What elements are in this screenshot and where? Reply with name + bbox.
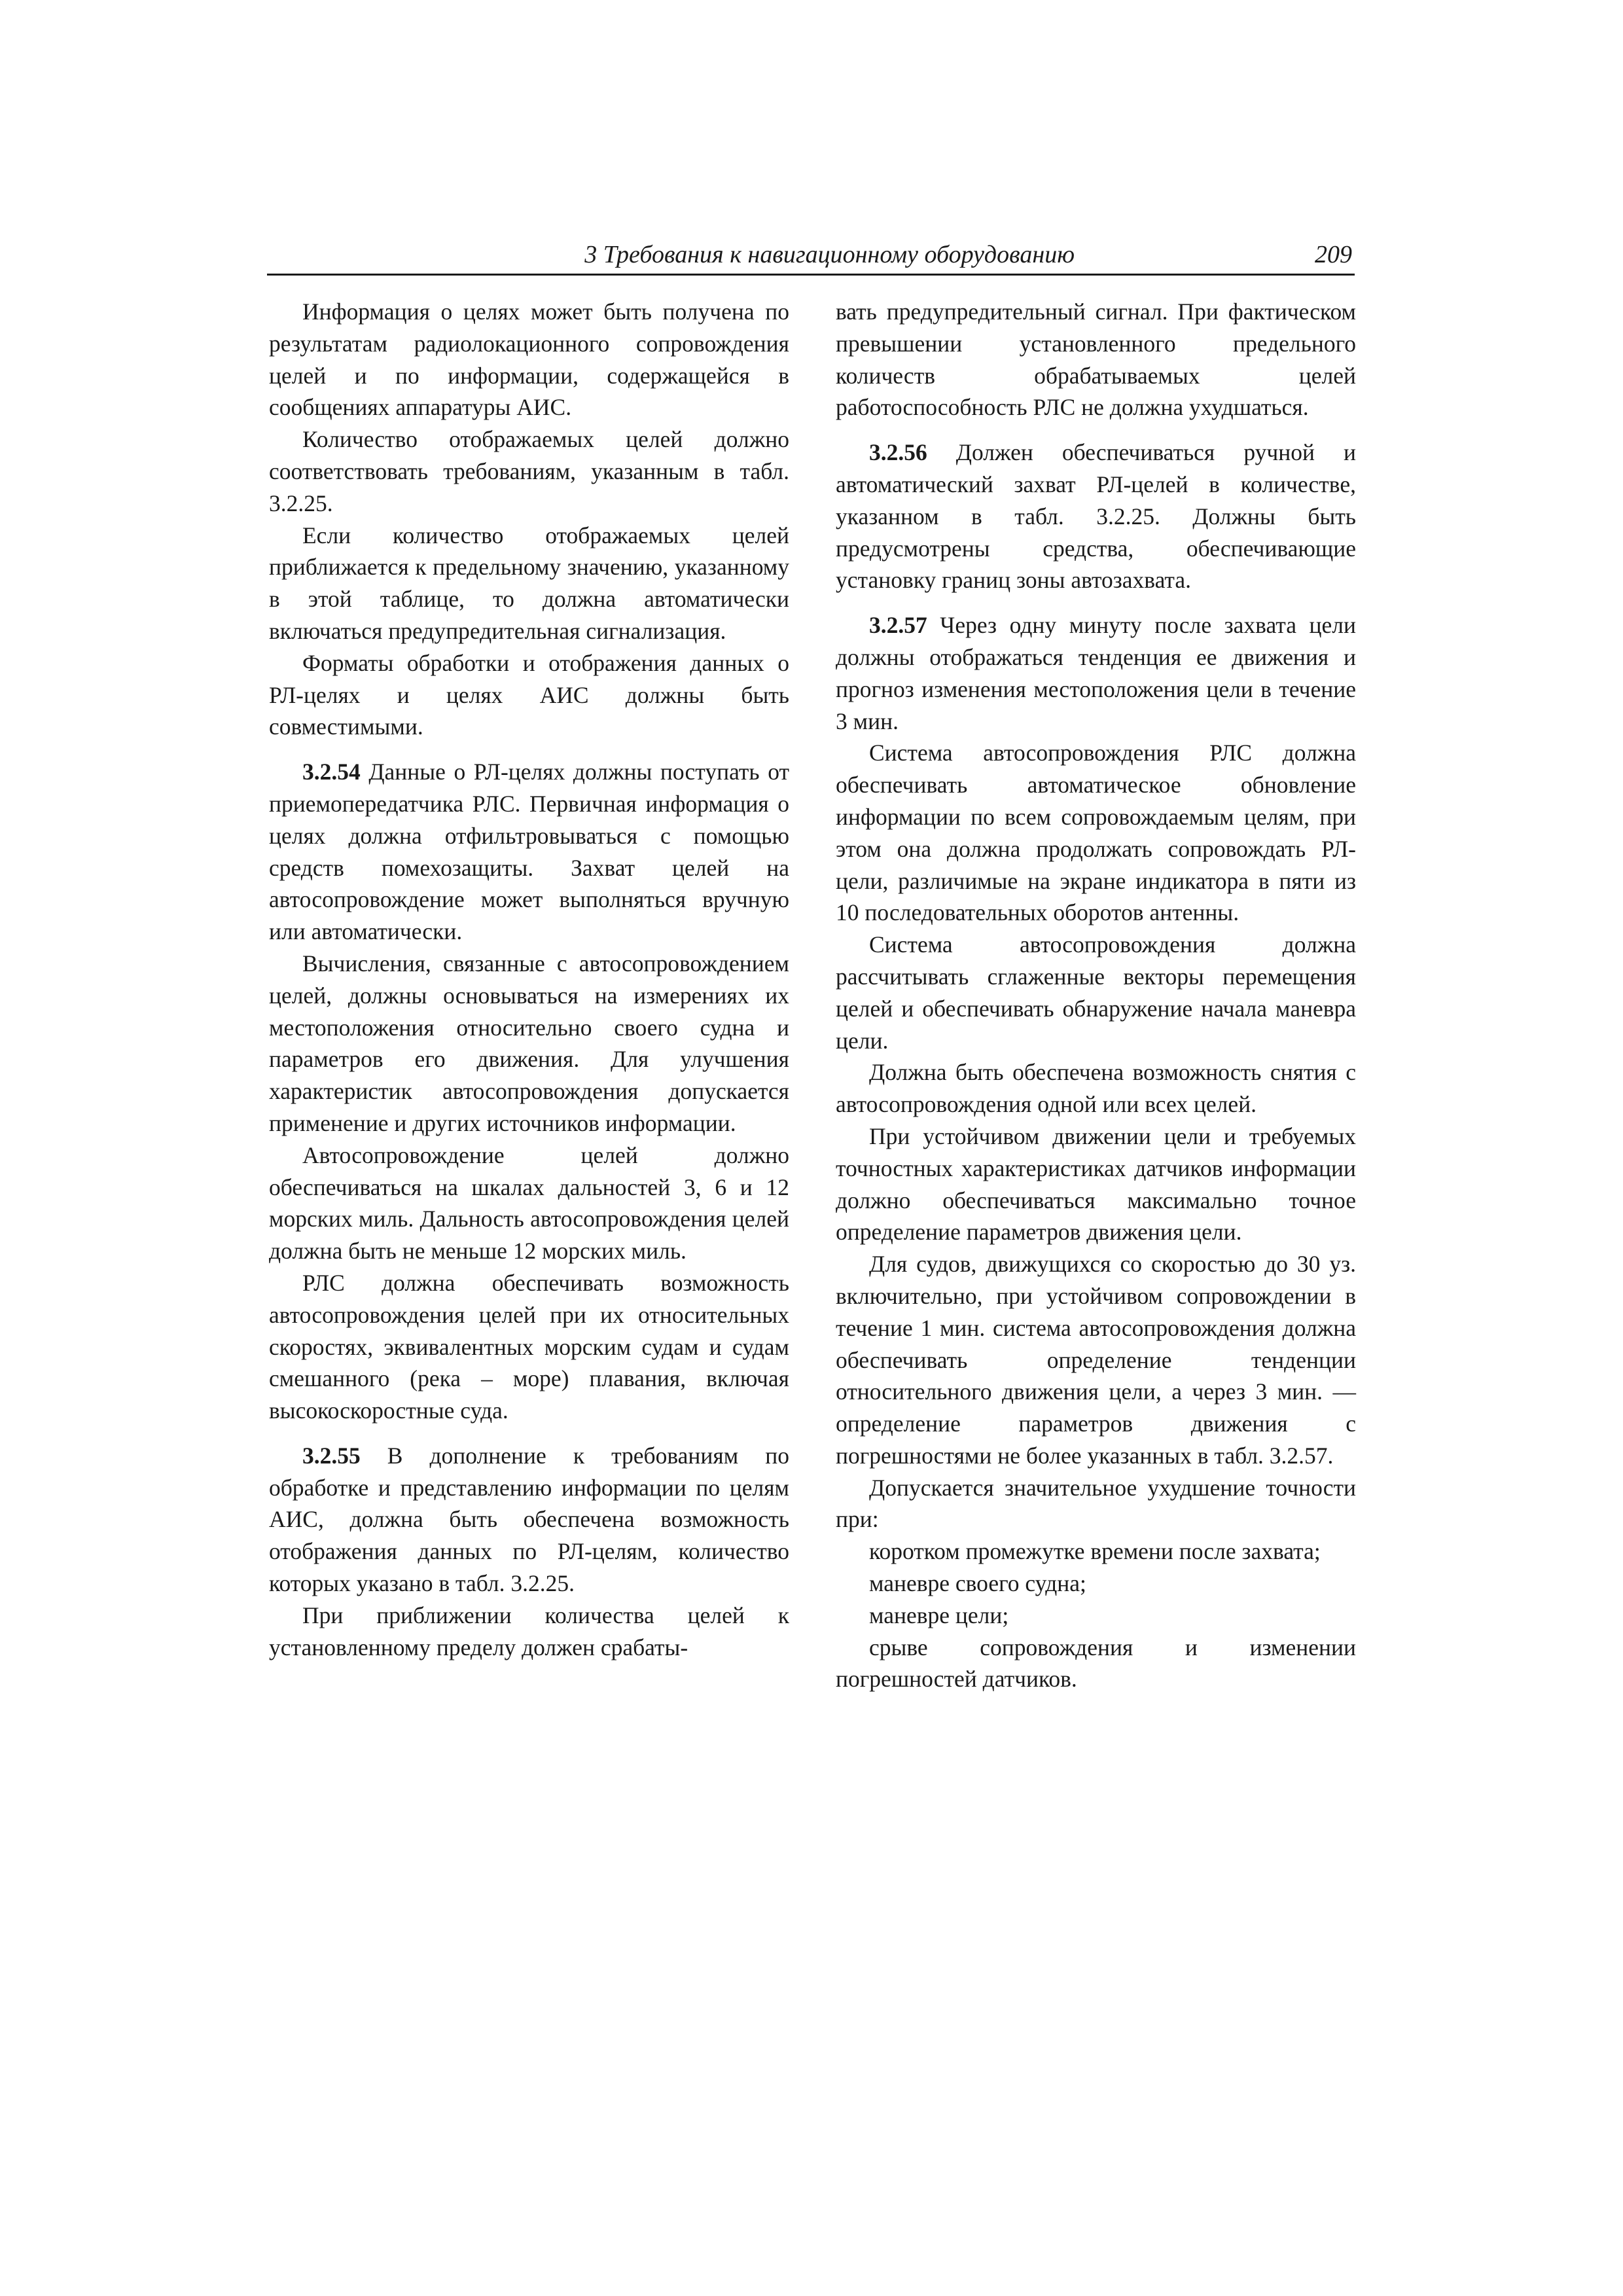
left-column (269, 296, 789, 1663)
section-number: 3.2.55 (302, 1442, 361, 1469)
paragraph: Система автосопровождения РЛС должна обеспечивать автоматическое обновление информации по всем сопровождаемым целям, при этом она должна продолжать сопровождать РЛ-цели, различимые на экране индикатора в пяти из 10 последовательных оборотов антенны. (836, 740, 1356, 926)
paragraph: Если количество отображаемых целей приближается к предельному значению, указанному в этой таблице, то должна автоматически включаться предупредительная сигнализация. (269, 522, 789, 644)
list-item: маневре цели; (869, 1602, 1009, 1628)
paragraph: Автосопровождение целей должно обеспечиваться на шкалах дальностей 3, 6 и 12 морских миль. Дальность автосопровождения целей должна быть не меньше 12 морских миль. (269, 1141, 789, 1265)
section-text: Данные о РЛ-целях должны поступать от приемопередатчика РЛС. Первичная информация о целях должна отфильтровываться с помощью средств помехозащиты. Захват целей на автосопровождение может выполняться вручную или автоматически. (269, 759, 789, 945)
right-column (836, 296, 1356, 1695)
paragraph: Форматы обработки и отображения данных о РЛ-целях и целях АИС должны быть совместимыми. (269, 649, 789, 740)
running-title: 3 Требования к навигационному оборудованию (584, 241, 1075, 268)
section-3-2-54 (269, 756, 789, 948)
section-number: 3.2.57 (869, 612, 927, 639)
list-item: срыве сопровождения и изменении погрешностей датчиков. (836, 1634, 1356, 1693)
list-item: коротком промежутке времени после захвата; (869, 1538, 1321, 1565)
section-text: Должен обеспечиваться ручной и автоматический захват РЛ-целей в количестве, указанном в табл. 3.2.25. Должны быть предусмотрены средства, обеспечивающие установку границ зоны автозахвата. (836, 439, 1356, 594)
list-item: маневре своего судна; (869, 1570, 1086, 1597)
page-number: 209 (1315, 241, 1352, 268)
section-text: Через одну минуту после захвата цели должны отображаться тенденция ее движения и прогноз изменения местоположения цели в течение 3 мин. (836, 612, 1356, 734)
paragraph: Количество отображаемых целей должно соответствовать требованиям, указанным в табл. 3.2.25. (269, 426, 789, 516)
section-text: В дополнение к требованиям по обработке и представлению информации по целям АИС, должна быть обеспечена возможность отображения данных по РЛ-целям, количество которых указано в табл. 3.2.25. (269, 1442, 789, 1597)
paragraph: РЛС должна обеспечивать возможность автосопровождения целей при их относительных скоростях, эквивалентных морским судам и судам смешанного (река – море) плавания, включая высокоскоростные суда. (269, 1269, 789, 1424)
section-number: 3.2.56 (869, 439, 927, 466)
paragraph-continued: вать предупредительный сигнал. При фактическом превышении установленного предельного количеств обрабатываемых целей работоспособность РЛС не должна ухудшаться. (836, 298, 1356, 421)
section-3-2-56 (836, 437, 1356, 596)
paragraph: Система автосопровождения должна рассчитывать сглаженные векторы перемещения целей и обеспечивать обнаружение начала маневра цели. (836, 931, 1356, 1054)
paragraph: При приближении количества целей к установленному пределу должен срабаты- (269, 1602, 789, 1660)
section-3-2-57 (836, 609, 1356, 737)
paragraph: Информация о целях может быть получена по результатам радиолокационного сопровождения целей и по информации, содержащейся в сообщениях аппаратуры АИС. (269, 298, 789, 421)
section-3-2-55 (269, 1440, 789, 1600)
paragraph: Должна быть обеспечена возможность снятия с автосопровождения одной или всех целей. (836, 1059, 1356, 1118)
running-header (267, 237, 1355, 276)
paragraph: При устойчивом движении цели и требуемых точностных характеристиках датчиков информации должно обеспечиваться максимально точное определение параметров движения цели. (836, 1122, 1356, 1246)
section-number: 3.2.54 (302, 759, 361, 785)
paragraph: Для судов, движущихся со скоростью до 30 уз. включительно, при устойчивом сопровождении в течение 1 мин. система автосопровождения должна обеспечивать определение тенденции относительного движения цели, а через 3 мин. — определение параметров движения с погрешностями не более указанных в табл. 3.2.57. (836, 1251, 1356, 1469)
paragraph: Допускается значительное ухудшение точности при: (836, 1474, 1356, 1533)
paragraph: Вычисления, связанные с автосопровождением целей, должны основываться на измерениях их местоположения относительно своего судна и параметров его движения. Для улучшения характеристик автосопровождения допускается применение и других источников информации. (269, 950, 789, 1136)
